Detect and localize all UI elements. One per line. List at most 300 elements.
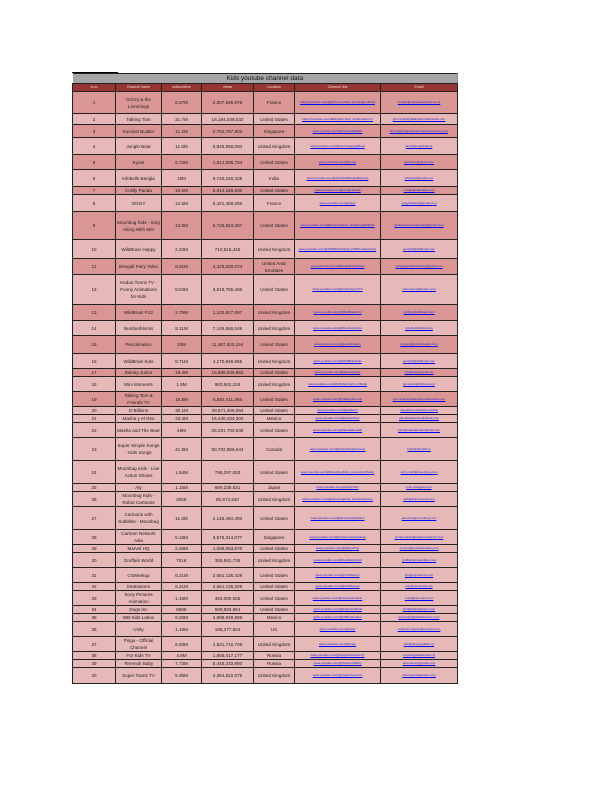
email-link[interactable]: contact@cartoonnetwork.co.uk: [381, 92, 458, 114]
cell-channel-name: Mini Moments: [116, 377, 162, 392]
cell-sno: 36: [73, 622, 116, 637]
table-row: [73, 415, 458, 423]
channel-link[interactable]: www.youtube.com/@WildBrainFizz: [295, 305, 381, 321]
cell-sno: 25: [73, 484, 116, 492]
table-row: [73, 392, 458, 407]
cell-sno: 2: [73, 114, 116, 125]
cell-sno: 35: [73, 614, 116, 622]
email-link[interactable]: teremok.ac@gmail.com: [381, 660, 458, 668]
header-email: Email: [381, 84, 458, 92]
cell-subscribers: 2.26M: [162, 545, 202, 553]
cell-location: United Kingdom: [254, 492, 295, 507]
cell-subscribers: 5.38M: [162, 668, 202, 684]
email-link[interactable]: unityads-support@unity3d.com: [381, 622, 458, 637]
table-row: [73, 125, 458, 138]
email-link[interactable]: info@hadddogsinc.com: [381, 606, 458, 614]
cell-views: 28,291,700,638: [202, 423, 254, 438]
table-row: [73, 354, 458, 369]
channel-link[interactable]: www.youtube.com/@CGMeetup: [295, 583, 381, 591]
table-row: [73, 259, 458, 275]
cell-sno: 12: [73, 275, 116, 305]
cell-subscribers: 8.04M: [162, 275, 202, 305]
cell-views: 4,425,530,074: [202, 259, 254, 275]
cell-location: United States: [254, 114, 295, 125]
email-link[interactable]: john.smith@talkingtomandfriends.com: [381, 392, 458, 407]
cell-subscribers: 959K: [162, 606, 202, 614]
cell-subscribers: 12.5M: [162, 195, 202, 212]
cell-subscribers: 6.21M: [162, 568, 202, 583]
cell-channel-name: Kedoo Toons TV - Funny Animations for Kids: [116, 275, 162, 305]
channel-link[interactable]: www.youtube.com/@pencilmation: [295, 336, 381, 354]
cell-location: France: [254, 195, 295, 212]
cell-sno: 40: [73, 668, 116, 684]
cell-channel-name: Super Toons TV: [116, 668, 162, 684]
channel-link[interactable]: www.youtube.com/@TeremokBaby: [295, 660, 381, 668]
cell-location: India: [254, 170, 295, 187]
cell-views: 795,297,093: [202, 461, 254, 484]
channel-link[interactable]: www.youtube.com/@InfobellsBanglaRhymes: [295, 170, 381, 187]
email-link[interactable]: john@mashabearclothing.com: [381, 423, 458, 438]
cell-channel-name: Gruffalo World: [116, 553, 162, 568]
cell-channel-name: Unity: [116, 622, 162, 637]
header-row: [73, 84, 458, 92]
cell-channel-name: Disney Junior: [116, 369, 162, 377]
cell-views: 7,149,566,046: [202, 321, 254, 336]
cell-sno: 23: [73, 438, 116, 461]
email-link[interactable]: info@animsmania.com: [381, 492, 458, 507]
channel-link[interactable]: www.youtube.com/@AtyDTKD: [295, 484, 381, 492]
cell-location: United States: [254, 369, 295, 377]
cell-subscribers: 11.6M: [162, 507, 202, 530]
email-link[interactable]: johnsmith@wbkidsonline.com: [381, 614, 458, 622]
cell-views: 11,487,623,194: [202, 336, 254, 354]
table-row: [73, 138, 458, 155]
email-link[interactable]: info@alphablocks.tv: [381, 321, 458, 336]
table-row: [73, 660, 458, 668]
table-row: [73, 614, 458, 622]
email-link[interactable]: infobells@gmail.com: [381, 170, 458, 187]
cell-channel-name: WildBrain Kids: [116, 354, 162, 369]
cell-channel-name: Stratostorm: [116, 583, 162, 591]
cell-views: 2,764,767,903: [202, 125, 254, 138]
cell-subscribers: 2.34M: [162, 240, 202, 259]
cell-location: United Kingdom: [254, 354, 295, 369]
cell-channel-name: Talking Tom: [116, 114, 162, 125]
cell-views: 3,576,314,077: [202, 530, 254, 545]
email-link[interactable]: gruffalo@macmillan.com: [381, 553, 458, 568]
cell-location: United Kingdom: [254, 637, 295, 652]
cell-views: 5,725,843,357: [202, 212, 254, 240]
email-link[interactable]: hellfax@wildbrain.com: [381, 305, 458, 321]
email-link[interactable]: jan.ekren@nbcuni.com: [381, 377, 458, 392]
channel-link[interactable]: www.youtube.com/@MoonbugKids_SingAlongWithMe: [295, 212, 381, 240]
email-link[interactable]: says@forsmdbillions.global: [381, 407, 458, 415]
cell-channel-name: CGMeetup: [116, 568, 162, 583]
cell-channel-name: Kyoot: [116, 155, 162, 170]
table-row: [73, 423, 458, 438]
cell-sno: 20: [73, 407, 116, 415]
cell-views: 2,651,135,329: [202, 568, 254, 583]
cell-channel-name: WildBrain Fizz: [116, 305, 162, 321]
cell-sno: 24: [73, 461, 116, 484]
cell-subscribers: 4.8M: [162, 652, 202, 660]
cell-views: 6,692,411,366: [202, 392, 254, 407]
cell-channel-name: OGGY: [116, 195, 162, 212]
cell-location: United Kingdom: [254, 240, 295, 259]
cell-sno: 11: [73, 259, 116, 275]
cell-location: United States: [254, 392, 295, 407]
cell-subscribers: 2.79M: [162, 305, 202, 321]
channel-link[interactable]: www.youtube.com/@BengaliFairyTales: [295, 259, 381, 275]
cell-sno: 3: [73, 125, 116, 138]
cell-location: France: [254, 92, 295, 114]
channel-link[interactable]: www.youtube.com/@SuperSimpleSongs: [295, 438, 381, 461]
cell-location: United States: [254, 407, 295, 415]
cell-subscribers: 41.8M: [162, 438, 202, 461]
cell-subscribers: 8.91M: [162, 259, 202, 275]
cell-subscribers: 5.18M: [162, 530, 202, 545]
cell-channel-name: Moonbug Kids - Sing Along With Me!: [116, 212, 162, 240]
cell-subscribers: 20M: [162, 336, 202, 354]
cell-sno: 6: [73, 170, 116, 187]
cell-views: 5,812,226,830: [202, 187, 254, 195]
table-row: [73, 652, 458, 660]
cell-channel-name: Dogs Inc: [116, 606, 162, 614]
cell-subscribers: 13.9M: [162, 212, 202, 240]
cell-location: Mexico: [254, 614, 295, 622]
table-row: [73, 240, 458, 259]
header-views: views: [202, 84, 254, 92]
cell-views: 196,377,904: [202, 622, 254, 637]
cell-location: United Kingdom: [254, 321, 295, 336]
channel-link[interactable]: www.youtube.com/@Pingu: [295, 637, 381, 652]
cell-location: United States: [254, 606, 295, 614]
cell-channel-name: Cartoons with Subtitles - Moonbug: [116, 507, 162, 530]
cell-location: US: [254, 622, 295, 637]
kids-channel-table: [72, 73, 458, 684]
cell-views: 38,671,405,064: [202, 407, 254, 415]
channel-link[interactable]: www.youtube.com/@Kyoot: [295, 155, 381, 170]
cell-location: United Kingdom: [254, 377, 295, 392]
table-row: [73, 461, 458, 484]
cell-subscribers: 1.15M: [162, 484, 202, 492]
cell-location: United Arab Emirates: [254, 259, 295, 275]
email-link[interactable]: info@pinguenglish.my: [381, 637, 458, 652]
channel-link[interactable]: www.youtube.com/@MoonbugKids_RobotCartoons: [295, 492, 381, 507]
cell-sno: 33: [73, 591, 116, 606]
table-row: [73, 114, 458, 125]
cell-views: 16,184,039,032: [202, 114, 254, 125]
email-link[interactable]: thefunvaluecompanykb@gmail.com: [381, 212, 458, 240]
email-link[interactable]: contact@pencilmation.com: [381, 336, 458, 354]
cell-location: United Kingdom: [254, 668, 295, 684]
cell-views: 5,445,233,880: [202, 660, 254, 668]
email-link[interactable]: info@cgmeetup.com: [381, 568, 458, 583]
channel-link[interactable]: www.youtube.com/@unity: [295, 622, 381, 637]
cell-subscribers: 8.11M: [162, 321, 202, 336]
email-link[interactable]: contact@wildbrain.com: [381, 240, 458, 259]
table-row: [73, 545, 458, 553]
email-link[interactable]: contact.apac@cartoonnetwork.com: [381, 530, 458, 545]
table-row: [73, 321, 458, 336]
cell-sno: 17: [73, 369, 116, 377]
cell-sno: 34: [73, 606, 116, 614]
channel-link[interactable]: www.youtube.com/@WildBrainKids: [295, 354, 381, 369]
channel-link[interactable]: www.youtube.com/@CraftyPanda: [295, 187, 381, 195]
cell-subscribers: 6.93M: [162, 637, 202, 652]
cell-views: 365,581,735: [202, 553, 254, 568]
channel-link[interactable]: www.youtube.com/@WildBrainHappy 2.58M subscribers: [295, 240, 381, 259]
cell-sno: 18: [73, 377, 116, 392]
cell-views: 2,146,484,493: [202, 507, 254, 530]
cell-views: 2,651,135,329: [202, 583, 254, 591]
cell-subscribers: 19.4M: [162, 369, 202, 377]
table-row: [73, 170, 458, 187]
email-link[interactable]: jane.doe@moonbug.com: [381, 507, 458, 530]
cell-sno: 13: [73, 305, 116, 321]
cell-location: United States: [254, 336, 295, 354]
cell-subscribers: 15.8M: [162, 392, 202, 407]
channel-link[interactable]: www.youtube.com/@SuperToonsTV: [295, 668, 381, 684]
cell-views: 18,868,836,863: [202, 369, 254, 377]
table-row: [73, 195, 458, 212]
cell-location: Canada: [254, 438, 295, 461]
table-row: [73, 606, 458, 614]
header-location: Location: [254, 84, 295, 92]
cell-location: United States: [254, 187, 295, 195]
cell-sno: 26: [73, 492, 116, 507]
email-link[interactable]: supertoons@kedoo.com: [381, 668, 458, 684]
cell-subscribers: 1.94M: [162, 461, 202, 484]
cell-location: United Kingdom: [254, 305, 295, 321]
header-sno: s.no: [73, 84, 116, 92]
email-link[interactable]: kyootpoc@gmail.com: [381, 155, 458, 170]
cell-sno: 22: [73, 423, 116, 438]
cell-sno: 38: [73, 652, 116, 660]
table-row: [73, 438, 458, 461]
cell-channel-name: Infobells Bangla: [116, 170, 162, 187]
table-row: [73, 568, 458, 583]
email-link[interactable]: hello@skyship.tv: [381, 438, 458, 461]
email-link[interactable]: oggyhawkins@gmail.com: [381, 195, 458, 212]
channel-link[interactable]: www.youtube.com/@Sonyanimation: [295, 591, 381, 606]
email-link[interactable]: contact@wildbrain.com: [381, 354, 458, 369]
cell-location: Singapore: [254, 530, 295, 545]
cell-subscribers: 1.18M: [162, 622, 202, 637]
channel-link[interactable]: www.youtube.com/@CGMeetup: [295, 568, 381, 583]
channel-link[interactable]: www.youtube.com/@Numberblocks: [295, 321, 381, 336]
cell-channel-name: D Billions: [116, 407, 162, 415]
table-row: [73, 492, 458, 507]
cell-views: 689,238,631: [202, 484, 254, 492]
channel-link[interactable]: www.youtube.com/@SunrisejungleBeat: [295, 138, 381, 155]
table-title: Kids youtube channel data: [73, 74, 458, 84]
header-channel-name: Channel name: [116, 84, 162, 92]
cell-subscribers: 1.9M: [162, 377, 202, 392]
cell-sno: 10: [73, 240, 116, 259]
channel-link[interactable]: www.youtube.com/@oggy: [295, 195, 381, 212]
cell-channel-name: Masha y el Oso: [116, 415, 162, 423]
cell-channel-name: WB Kids Latino: [116, 614, 162, 622]
email-link[interactable]: john.smith@moonbug.com: [381, 461, 458, 484]
email-link[interactable]: info.tklatartantes@gmail.com: [381, 415, 458, 423]
channel-link[interactable]: www.youtube.com/@EnglishForKidsTV: [295, 652, 381, 660]
channel-link[interactable]: https://youtube.com/talkingtom?sub_confirmation=1: [295, 114, 381, 125]
cell-location: United Kingdom: [254, 138, 295, 155]
cell-subscribers: 33.4M: [162, 415, 202, 423]
cell-views: 1,856,417,177: [202, 652, 254, 660]
cell-views: 1,814,595,754: [202, 155, 254, 170]
table-body: [73, 92, 458, 684]
cell-location: United States: [254, 275, 295, 305]
title-row: [73, 74, 458, 84]
cell-views: 2,898,049,989: [202, 614, 254, 622]
cell-channel-name: Sony Pictures Animation: [116, 591, 162, 606]
cell-views: 983,902,226: [202, 377, 254, 392]
cell-sno: 14: [73, 321, 116, 336]
cell-subscribers: 8.71M: [162, 354, 202, 369]
cell-sno: 9: [73, 212, 116, 240]
cell-subscribers: 19M: [162, 170, 202, 187]
cell-sno: 8: [73, 195, 116, 212]
cell-views: 1,096,053,870: [202, 545, 254, 553]
cell-sno: 19: [73, 392, 116, 407]
channel-link[interactable]: www.youtube.com/@KedooToonsTV: [295, 275, 381, 305]
cell-location: United Kingdom: [254, 553, 295, 568]
table-row: [73, 668, 458, 684]
channel-link[interactable]: www.youtube.com/@TalkingFriends: [295, 392, 381, 407]
cell-location: United States: [254, 545, 295, 553]
email-link[interactable]: jane@junglebeat.tv: [381, 138, 458, 155]
cell-subscribers: 19.5M: [162, 187, 202, 195]
channel-link[interactable]: www.youtube.com/@SurvivalBuilder: [295, 125, 381, 138]
cell-channel-name: Crafty Panda: [116, 187, 162, 195]
table-row: [73, 187, 458, 195]
table-row: [73, 637, 458, 652]
channel-link[interactable]: www.youtube.com/@MashaOso: [295, 415, 381, 423]
table-row: [73, 507, 458, 530]
cell-location: Russia: [254, 652, 295, 660]
cell-channel-name: Numberblocks: [116, 321, 162, 336]
table-row: [73, 622, 458, 637]
email-link[interactable]: info@cgmeetup.net: [381, 583, 458, 591]
cell-subscribers: 8.37M: [162, 92, 202, 114]
email-link[interactable]: comms@marvelstudios.com: [381, 545, 458, 553]
cell-views: 4,170,949,855: [202, 354, 254, 369]
header-channel-link: Channel link: [295, 84, 381, 92]
cell-channel-name: Bengali Fairy Tales: [116, 259, 162, 275]
cell-channel-name: Pencilmation: [116, 336, 162, 354]
channel-link[interactable]: www.youtube.com/@MashaBearEN: [295, 423, 381, 438]
cell-subscribers: 1.15M: [162, 591, 202, 606]
email-link[interactable]: contact@kidsanation.tv: [381, 652, 458, 660]
cell-sno: 7: [73, 187, 116, 195]
cell-views: 2,507,646,976: [202, 92, 254, 114]
cell-subscribers: 6.26M: [162, 614, 202, 622]
cell-views: 710,516,445: [202, 240, 254, 259]
cell-subscribers: 6.21M: [162, 583, 202, 591]
table-row: [73, 591, 458, 606]
table-row: [73, 369, 458, 377]
table-row: [73, 305, 458, 321]
cell-location: United States: [254, 461, 295, 484]
email-link[interactable]: info@disneyjunior.au: [381, 369, 458, 377]
cell-location: United States: [254, 583, 295, 591]
cell-sno: 27: [73, 507, 116, 530]
email-link[interactable]: info@pandacrafty.com: [381, 187, 458, 195]
cell-location: Mexico: [254, 415, 295, 423]
cell-sno: 30: [73, 553, 116, 568]
cell-channel-name: Cartoon Network Asia: [116, 530, 162, 545]
cell-sno: 31: [73, 568, 116, 583]
channel-link[interactable]: www.youtube.com/@MoonbugKids_LiveActionShows: [295, 461, 381, 484]
email-link[interactable]: supertoons@kedoo.com: [381, 275, 458, 305]
email-link[interactable]: john.doe@att.com: [381, 484, 458, 492]
cell-channel-name: WildBrain Happy: [116, 240, 162, 259]
channel-link[interactable]: www.youtube.com/@GruffaloWorld: [295, 553, 381, 568]
table-row: [73, 155, 458, 170]
cell-views: 5,846,856,094: [202, 138, 254, 155]
cell-sno: 21: [73, 415, 116, 423]
email-link[interactable]: wingsanimationstudio@gmail.com: [381, 259, 458, 275]
table-row: [73, 553, 458, 568]
cell-location: United States: [254, 155, 295, 170]
cell-channel-name: For Kids TV: [116, 652, 162, 660]
channel-link[interactable]: www.youtube.com/@dogsincofficial: [295, 606, 381, 614]
cell-channel-name: Moonbug Kids - Live Action Shows: [116, 461, 162, 484]
channel-link[interactable]: www.youtube.com/@MarvelHQ: [295, 545, 381, 553]
cell-views: 16,430,434,300: [202, 415, 254, 423]
cell-sno: 32: [73, 583, 116, 591]
cell-location: Japan: [254, 484, 295, 492]
table-row: [73, 407, 458, 415]
email-link[interactable]: john.smith@talkingtomandfriends.com: [381, 114, 458, 125]
cell-sno: 4: [73, 138, 116, 155]
cell-subscribers: 48M: [162, 423, 202, 438]
cell-subscribers: 11.6M: [162, 138, 202, 155]
table-row: [73, 377, 458, 392]
table-row: [73, 484, 458, 492]
channel-link[interactable]: www.youtube.com/@cartoonnetworkasia: [295, 530, 381, 545]
channel-link[interactable]: https://youtube.com/@grizzy-and-the-lemmings-official: [295, 92, 381, 114]
cell-sno: 16: [73, 354, 116, 369]
table-row: [73, 583, 458, 591]
channel-link[interactable]: www.youtube.com/@dbillions: [295, 407, 381, 415]
cell-channel-name: Survival Builder: [116, 125, 162, 138]
cell-channel-name: Marvel HQ: [116, 545, 162, 553]
email-link[interactable]: cspa@spe.sony.com: [381, 591, 458, 606]
table-row: [73, 275, 458, 305]
cell-subscribers: 7.73M: [162, 660, 202, 668]
cell-sno: 37: [73, 637, 116, 652]
channel-link[interactable]: www.youtube.com/@MiniMoments_Official: [295, 377, 381, 392]
channel-link[interactable]: www.youtube.com/@WBKidsLatino: [295, 614, 381, 622]
cell-views: 2,354,622,075: [202, 668, 254, 684]
cell-location: Singapore: [254, 125, 295, 138]
cell-channel-name: Grizzy & the Lemmings: [116, 92, 162, 114]
email-link[interactable]: brutee@imageplusanimationacademy.com: [381, 125, 458, 138]
cell-views: 484,090,555: [202, 591, 254, 606]
cell-channel-name: Masha and The Bear: [116, 423, 162, 438]
channel-link[interactable]: www.youtube.com/@MoonbugSubtitles: [295, 507, 381, 530]
cell-sno: 28: [73, 530, 116, 545]
cell-sno: 29: [73, 545, 116, 553]
channel-link[interactable]: www.youtube.com/@disneyjunior: [295, 369, 381, 377]
cell-channel-name: Teremok Baby: [116, 660, 162, 668]
cell-location: United States: [254, 568, 295, 583]
cell-views: 6,421,459,056: [202, 195, 254, 212]
cell-channel-name: Jungle Beat: [116, 138, 162, 155]
